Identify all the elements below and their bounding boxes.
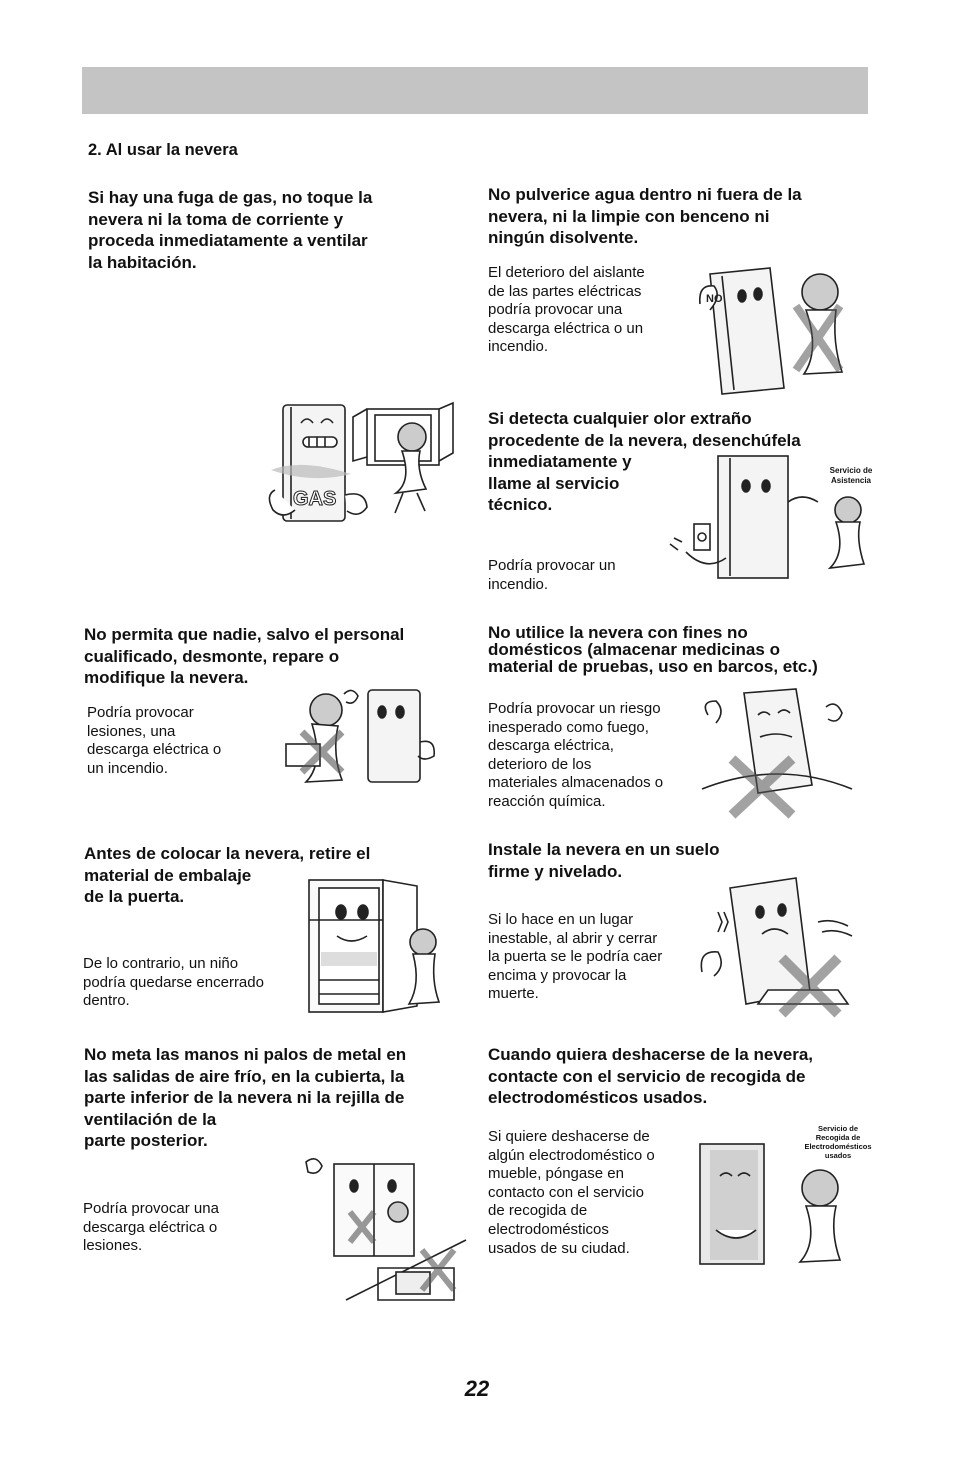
no-water-illustration xyxy=(696,244,856,396)
level-floor-body: Si lo hace en un lugar inestable, al abrir y cerrar la puerta se le podría caer encima y provocar la muerte. xyxy=(488,911,663,1003)
header-bar xyxy=(82,67,868,114)
no-commercial-illustration xyxy=(698,685,858,821)
no-repair-illustration xyxy=(268,682,448,794)
level-floor-heading: Instale la nevera en un suelo firme y nivelado. xyxy=(488,840,720,881)
odor-heading-top: Si detecta cualquier olor extraño procedente de la nevera, desenchúfela xyxy=(488,409,801,450)
no-disassemble-body: Podría provocar lesiones, una descarga eléctrica o un incendio. xyxy=(87,704,222,777)
page-number: 22 xyxy=(464,1376,490,1401)
no-water-heading: No pulverice agua dentro ni fuera de la nevera, ni la limpie con benceno ni ningún disolvente. xyxy=(488,185,802,247)
packaging-heading: Antes de colocar la nevera, retire el material de embalaje de la puerta. xyxy=(84,844,371,906)
no-metal-heading: No meta las manos ni palos de metal en las salidas de aire frío, en la cubierta, la parte inferior de la nevera ni la rejilla de ventilación de la parte posterior. xyxy=(84,1045,407,1150)
odor-body: Podría provocar un incendio. xyxy=(488,557,616,593)
disposal-body: Si quiere deshacerse de algún electrodoméstico o mueble, póngase en contacto con el servicio de recogida de electrodomésticos usados de su ciudad. xyxy=(488,1128,655,1257)
no-hands-illustration xyxy=(288,1150,468,1308)
unstable-floor-illustration xyxy=(698,872,862,1018)
service-label: Servicio de Asistencia xyxy=(829,466,873,485)
child-trapped-illustration xyxy=(305,876,453,1016)
gas-leak-illustration xyxy=(255,395,465,530)
disposal-heading: Cuando quiera deshacerse de la nevera, contacte con el servicio de recogida de electrodomésticos usados. xyxy=(488,1045,814,1107)
recycling-service-label: Servicio de Recogida de Electrodomésticos usados xyxy=(804,1124,872,1160)
gas-leak-heading: Si hay una fuga de gas, no toque la nevera ni la toma de corriente y proceda inmediatamente a ventilar la habitación. xyxy=(88,188,373,272)
domestic-use-body: Podría provocar un riesgo inesperado como fuego, descarga eléctrica, deterioro de los materiales almacenados o reacción química. xyxy=(488,700,664,810)
section-title: 2. Al usar la nevera xyxy=(88,141,238,159)
svg-text:NO: NO xyxy=(706,293,723,305)
no-water-body: El deterioro del aislante de las partes eléctricas podría provocar una descarga eléctrica o un incendio. xyxy=(488,264,645,356)
packaging-body: De lo contrario, un niño podría quedarse encerrado dentro. xyxy=(83,955,264,1010)
no-disassemble-heading: No permita que nadie, salvo el personal cualificado, desmonte, repare o modifique la nevera. xyxy=(84,625,405,687)
gas-label: GAS xyxy=(293,488,337,510)
odor-heading-bottom: inmediatamente y llame al servicio técnico. xyxy=(488,452,632,514)
no-metal-body: Podría provocar una descarga eléctrica o lesiones. xyxy=(83,1200,219,1255)
domestic-use-heading: No utilice la nevera con fines no domésticos (almacenar medicinas o material de pruebas, uso en barcos, etc.) xyxy=(488,623,818,676)
